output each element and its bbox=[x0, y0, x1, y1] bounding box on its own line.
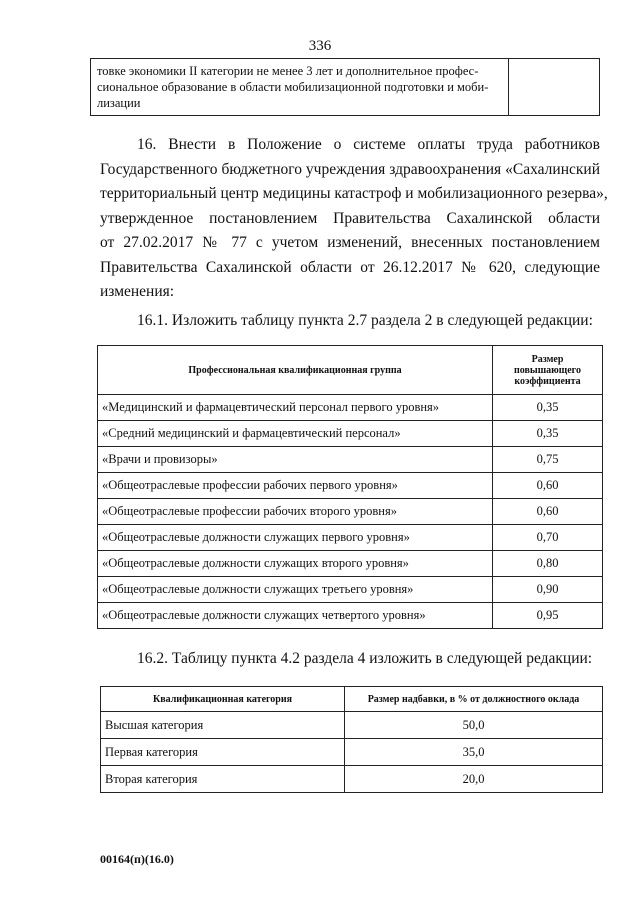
table-row bbox=[98, 551, 603, 577]
group-cell: «Медицинский и фармацевтический персонал первого уровня» bbox=[98, 395, 493, 421]
requirements-cell bbox=[91, 59, 509, 115]
group-cell: «Общеотраслевые профессии рабочих первого уровня» bbox=[98, 473, 493, 499]
group-cell: «Средний медицинский и фармацевтический персонал» bbox=[98, 421, 493, 447]
value-cell: 0,90 bbox=[493, 577, 603, 603]
value-cell: 0,75 bbox=[493, 447, 603, 473]
table-row bbox=[98, 421, 603, 447]
subheading-16-1: 16.1. Изложить таблицу пункта 2.7 раздела 2 в следующей редакции: bbox=[137, 312, 593, 329]
page-number: 336 bbox=[308, 38, 332, 54]
category-cell: Вторая категория bbox=[101, 766, 345, 793]
value-cell: 0,60 bbox=[493, 499, 603, 525]
paragraph-line: 16. Внести в Положение о системе оплаты труда работников bbox=[137, 136, 600, 153]
value-cell: 0,60 bbox=[493, 473, 603, 499]
table-row bbox=[101, 712, 603, 739]
table-row bbox=[101, 739, 603, 766]
column-header-coefficient: Размер повышающего коэффициента bbox=[493, 346, 603, 395]
value-cell: 0,95 bbox=[493, 603, 603, 629]
empty-cell bbox=[509, 59, 599, 115]
group-cell: «Общеотраслевые должности служащих третьего уровня» bbox=[98, 577, 493, 603]
column-header-category: Квалификационная категория bbox=[101, 687, 345, 712]
table-row bbox=[98, 603, 603, 629]
group-cell: «Общеотраслевые должности служащих первого уровня» bbox=[98, 525, 493, 551]
paragraph-line: утвержденное постановлением Правительства Сахалинской области bbox=[100, 209, 600, 227]
group-cell: «Общеотраслевые должности служащих второго уровня» bbox=[98, 551, 493, 577]
paragraph-line: территориальный центр медицины катастроф и мобилизационного резерва», bbox=[100, 185, 608, 202]
value-cell: 0,80 bbox=[493, 551, 603, 577]
table-row bbox=[98, 395, 603, 421]
requirements-line: лизации bbox=[97, 96, 141, 110]
category-cell: Высшая категория bbox=[101, 712, 345, 739]
value-cell: 0,70 bbox=[493, 525, 603, 551]
requirements-line: сиональное образование в области мобилизационной подготовки и моби- bbox=[97, 80, 489, 94]
group-cell: «Врачи и провизоры» bbox=[98, 447, 493, 473]
paragraph-line: Государственного бюджетного учреждения здравоохранения «Сахалинский bbox=[100, 160, 600, 178]
value-cell: 0,35 bbox=[493, 395, 603, 421]
document-code: 00164(п)(16.0) bbox=[100, 852, 174, 866]
paragraph-line: Правительства Сахалинской области от 26.12.2017 № 620, следующие bbox=[100, 258, 600, 276]
group-cell: «Общеотраслевые должности служащих четвертого уровня» bbox=[98, 603, 493, 629]
bonus-table bbox=[100, 686, 603, 793]
table-row bbox=[98, 473, 603, 499]
coefficients-table bbox=[97, 345, 603, 629]
table-row bbox=[98, 499, 603, 525]
table-header-row bbox=[98, 346, 603, 395]
table-header-row bbox=[101, 687, 603, 712]
subheading-16-2: 16.2. Таблицу пункта 4.2 раздела 4 изложить в следующей редакции: bbox=[137, 650, 593, 667]
group-cell: «Общеотраслевые профессии рабочих второго уровня» bbox=[98, 499, 493, 525]
table-row bbox=[98, 577, 603, 603]
column-header-group: Профессиональная квалификационная группа bbox=[98, 346, 493, 395]
value-cell: 50,0 bbox=[345, 712, 603, 739]
paragraph-16 bbox=[100, 133, 608, 305]
requirements-line: товке экономики II категории не менее 3 лет и дополнительное профес- bbox=[97, 64, 479, 78]
continued-table-fragment bbox=[90, 58, 600, 116]
column-header-bonus: Размер надбавки, в % от должностного оклада bbox=[345, 687, 603, 712]
paragraph-line: от 27.02.2017 № 77 с учетом изменений, внесенных постановлением bbox=[100, 234, 600, 251]
value-cell: 20,0 bbox=[345, 766, 603, 793]
table-row bbox=[98, 447, 603, 473]
table-row bbox=[101, 766, 603, 793]
value-cell: 0,35 bbox=[493, 421, 603, 447]
category-cell: Первая категория bbox=[101, 739, 345, 766]
paragraph-line: изменения: bbox=[100, 283, 175, 300]
table-row bbox=[98, 525, 603, 551]
value-cell: 35,0 bbox=[345, 739, 603, 766]
